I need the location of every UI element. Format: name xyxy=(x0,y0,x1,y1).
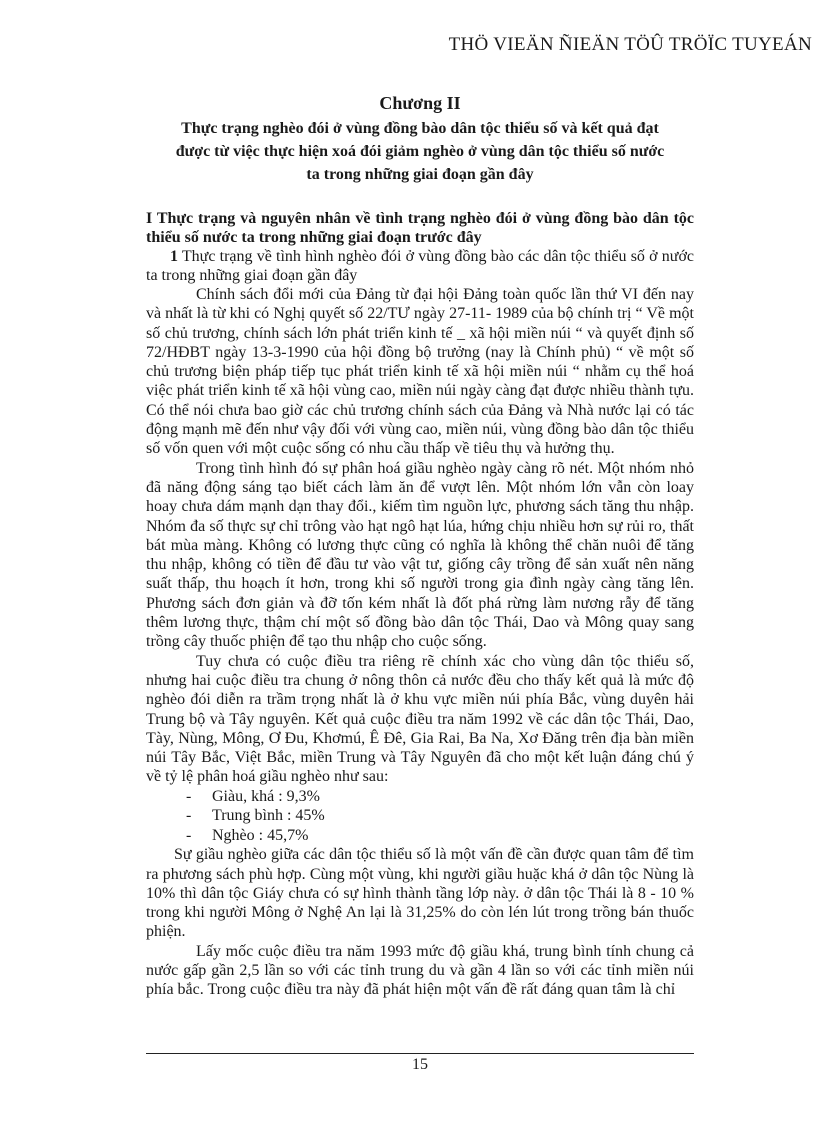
list-item-text: Giàu, khá : 9,3% xyxy=(212,787,320,805)
list-item xyxy=(186,806,694,826)
body-paragraph: Chính sách đổi mới của Đảng từ đại hội Đảng toàn quốc lần thứ VI đến nay và nhất là từ khi có Nghị quyết số 22/TƯ ngày 27-11- 1989 của bộ chính trị “ Về một số chủ trương, chính sách lớn phát triển kinh tế _ xã hội miền núi “ và quyết định số 72/HĐBT ngày 13-3-1990 của hội đồng bộ trưởng (nay là Chính phủ) “ về một số chủ trương biện pháp tiếp tục phát triển kinh tế xã hội miền núi “ nhằm cụ thể hoá việc phát triển kinh tế xã hội vùng cao, miền núi ngày càng đạt được nhiều thành tựu. Có thể nói chưa bao giờ các chủ trương chính sách của Đảng và Nhà nước lại có tác động mạnh mẽ đến như vậy đối với vùng cao, miền núi, vùng đồng bào dân tộc thiểu số vốn quen với một cuộc sống có nhu cầu thấp về tiêu thụ và hưởng thụ. xyxy=(146,286,694,458)
chapter-title-line: được từ việc thực hiện xoá đói giảm nghèo ở vùng dân tộc thiểu số nước xyxy=(175,143,665,160)
page-number: 15 xyxy=(412,1056,428,1073)
site-header: THÖ VIEÄN ÑIEÄN TÖÛ TRÖÏC TUYEÁN xyxy=(448,34,812,55)
chapter-title-line: ta trong những giai đoạn gần đây xyxy=(306,166,534,183)
page-content xyxy=(146,92,694,1000)
chapter-label: Chương II xyxy=(379,93,461,113)
list-dash: - xyxy=(186,826,192,844)
body-paragraph: Lấy mốc cuộc điều tra năm 1993 mức độ giầu khá, trung bình tính chung cả nước gấp gần 2,5 lần so với các tỉnh trung du và gần 4 lần so với các tỉnh miền núi phía bắc. Trong cuộc điều tra này đã phát hiện một vấn đề rất đáng quan tâm là chỉ xyxy=(146,942,694,999)
list-item-text: Nghèo : 45,7% xyxy=(212,826,309,844)
statistics-list xyxy=(146,787,694,846)
list-item xyxy=(186,826,694,846)
body-paragraph: Trong tình hình đó sự phân hoá giầu nghèo ngày càng rõ nét. Một nhóm nhỏ đã năng động sáng tạo biết cách làm ăn để vượt lên. Một nhóm lớn vẫn còn loay hoay chưa dám mạnh dạn thay đổi., kiếm tìm nguồn lực, phương sách tăng thu nhập. Nhóm đa số thực sự chỉ trông vào hạt ngô hạt lúa, hứng chịu nhiều hơn sự rủi ro, thất bát mùa màng. Không có lương thực cũng có nghĩa là không thể chăn nuôi để tăng thu nhập, không có tiền để đầu tư vào vật tư, giống cây trồng để sản xuất nên năng suất thấp, thu hoạch ít hơn, trong khi số người trong gia đình ngày càng tăng lên. Phương sách đơn giản và đỡ tốn kém nhất là đốt phá rừng làm nương rẫy để tăng thêm lương thực, thậm chí một số đồng bào dân tộc Thái, Dao và Mông quay sang trồng cây thuốc phiện để tạo thu nhập cho cuộc sống. xyxy=(146,459,694,651)
chapter-title xyxy=(146,117,694,186)
list-item-text: Trung bình : 45% xyxy=(212,807,325,825)
body-paragraph: Sự giầu nghèo giữa các dân tộc thiểu số là một vấn đề cần được quan tâm để tìm ra phương sách phù hợp. Cùng một vùng, khi người giầu huặc khá ở dân tộc Nùng là 10% thì dân tộc Giáy chưa có sự hình thành tầng lớp này. ở dân tộc Thái là 8 - 10 % trong khi người Mông ở Nghệ An lại là 31,25% do còn lén lút trong trồng bán thuốc phiện. xyxy=(146,846,694,941)
subsection-heading xyxy=(146,247,694,285)
body-paragraph: Tuy chưa có cuộc điều tra riêng rẽ chính xác cho vùng dân tộc thiểu số, nhưng hai cuộc điều tra chung ở nông thôn cả nước đều cho thấy kết quả là mức độ nghèo đói diễn ra trầm trọng nhất là ở khu vực miền núi phía Bắc, vùng duyên hải Trung bộ và Tây nguyên. Kết quả cuộc điều tra năm 1992 về các dân tộc Thái, Dao, Tày, Nùng, Mông, Ơ Đu, Khơmú, Ê Đê, Gia Rai, Ba Na, Xơ Đăng trên địa bàn miền núi Tây Bắc, Việt Bắc, miền Trung và Tây Nguyên đã cho một kết luận đáng chú ý về tỷ lệ phân hoá giầu nghèo như sau: xyxy=(146,652,694,786)
subsection-text: Thực trạng về tình hình nghèo đói ở vùng đồng bào các dân tộc thiểu số ở nước ta trong những giai đoạn gần đây xyxy=(146,248,694,284)
subsection-number: 1 xyxy=(170,248,178,265)
list-dash: - xyxy=(186,787,192,805)
chapter-title-line: Thực trạng nghèo đói ở vùng đồng bào dân tộc thiểu số và kết quả đạt xyxy=(181,120,659,137)
list-item xyxy=(186,787,694,807)
section-heading: I Thực trạng và nguyên nhân về tình trạng nghèo đói ở vùng đồng bào dân tộc thiểu số nước ta trong những giai đoạn trước đây xyxy=(146,210,694,246)
list-dash: - xyxy=(186,807,192,825)
footer-rule xyxy=(146,1053,694,1054)
